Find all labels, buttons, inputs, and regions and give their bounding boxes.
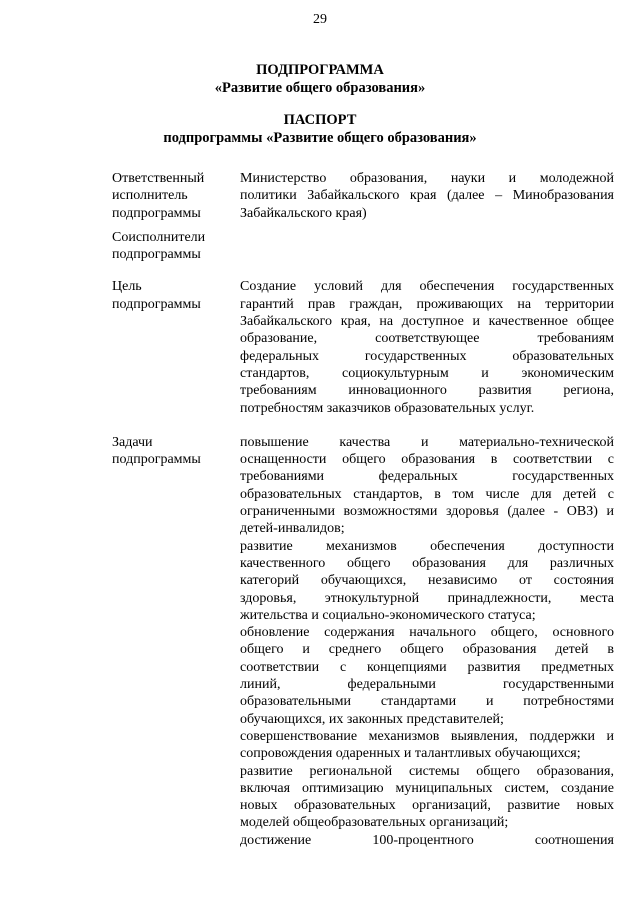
row-content	[240, 170, 614, 222]
content-line: сопровождения одаренных и талантливых обучающихся;	[240, 746, 581, 762]
page-number: 29	[313, 12, 327, 27]
content-line: общего и среднего общего образования детей в	[240, 642, 614, 658]
content-line: развитие региональной системы общего образования,	[240, 763, 614, 779]
row-label	[112, 170, 240, 222]
content-line: моделей общеобразовательных организаций;	[240, 815, 509, 831]
content-line: повышение качества и материально-технической	[240, 434, 614, 450]
content-line: здоровья, этнокультурной принадлежности, места	[240, 590, 614, 606]
content-line: Создание условий для обеспечения государственных	[240, 279, 614, 295]
content-line: жительства и социально-экономического статуса;	[240, 607, 536, 623]
row-label	[112, 278, 240, 313]
responsible-executor-row	[112, 170, 614, 222]
content-line: потребностям заказчиков образовательных услуг.	[240, 400, 535, 416]
content-line: политики Забайкальского края (далее – Минобразования	[240, 188, 614, 204]
row-label-line: исполнитель	[112, 188, 188, 204]
content-line: федеральных государственных образовательных	[240, 348, 614, 364]
passport-heading: ПАСПОРТ	[283, 112, 357, 128]
goal-row	[112, 278, 614, 416]
content-line: ограниченными возможностями здоровья (далее - ОВЗ) и	[240, 504, 614, 520]
content-line: достижение 100-процентного соотношения	[240, 832, 614, 848]
row-content	[240, 278, 614, 416]
row-label-line: Соисполнители	[112, 229, 206, 245]
content-line: развитие механизмов обеспечения доступности	[240, 538, 614, 554]
row-label	[112, 434, 240, 469]
content-line: включая оптимизацию муниципальных систем, создание	[240, 780, 614, 796]
content-line: линий, федеральными государственными	[240, 677, 614, 693]
subprogram-title: «Развитие общего образования»	[214, 80, 426, 96]
row-label-line: подпрограммы	[112, 205, 201, 221]
content-line: образовательных стандартов, в том числе для детей с	[240, 486, 614, 502]
content-line: гарантий прав граждан, проживающих на территории	[240, 296, 614, 312]
content-line: требованиями федеральных государственных	[240, 469, 614, 485]
co-executors-row	[112, 229, 614, 264]
content-line: соответствии с концепциями развития предметных	[240, 659, 614, 675]
content-line: образование, соответствующее требованиям	[240, 331, 614, 347]
content-line: Забайкальского края, на доступное и качественное общее	[240, 314, 614, 330]
content-line: обновление содержания начального общего, основного	[240, 625, 614, 641]
row-content	[240, 434, 614, 849]
tasks-row	[112, 434, 614, 849]
row-label-line: Ответственный	[112, 171, 205, 186]
content-line: совершенствование механизмов выявления, поддержки и	[240, 728, 614, 744]
content-line: качественного общего образования для различных	[240, 555, 614, 571]
content-line: новых образовательных организаций, развитие новых	[240, 798, 614, 814]
content-line: стандартов, социокультурным и экономическим	[240, 365, 614, 381]
row-label-line: подпрограммы	[112, 296, 201, 312]
content-line: образовательными стандартами и потребностями	[240, 694, 614, 710]
content-line: оснащенности общего образования в соответствии с	[240, 452, 614, 468]
content-line: обучающихся, их законных представителей;	[240, 711, 504, 727]
content-line: требованиям инновационного развития региона,	[240, 383, 614, 399]
row-label-line: Задачи	[112, 434, 153, 450]
passport-title: подпрограммы «Развитие общего образования»	[163, 130, 477, 146]
row-label-line: подпрограммы	[112, 247, 201, 263]
row-label-line: подпрограммы	[112, 452, 201, 468]
passport-table	[112, 170, 614, 849]
subprogram-heading: ПОДПРОГРАММА	[256, 62, 384, 78]
content-line: Забайкальского края)	[240, 205, 367, 221]
row-label-line: Цель	[112, 279, 142, 295]
row-label	[112, 229, 240, 264]
content-line: категорий обучающихся, независимо от состояния	[240, 573, 614, 589]
content-line: детей-инвалидов;	[240, 521, 345, 537]
content-line: Министерство образования, науки и молодежной	[240, 171, 614, 186]
